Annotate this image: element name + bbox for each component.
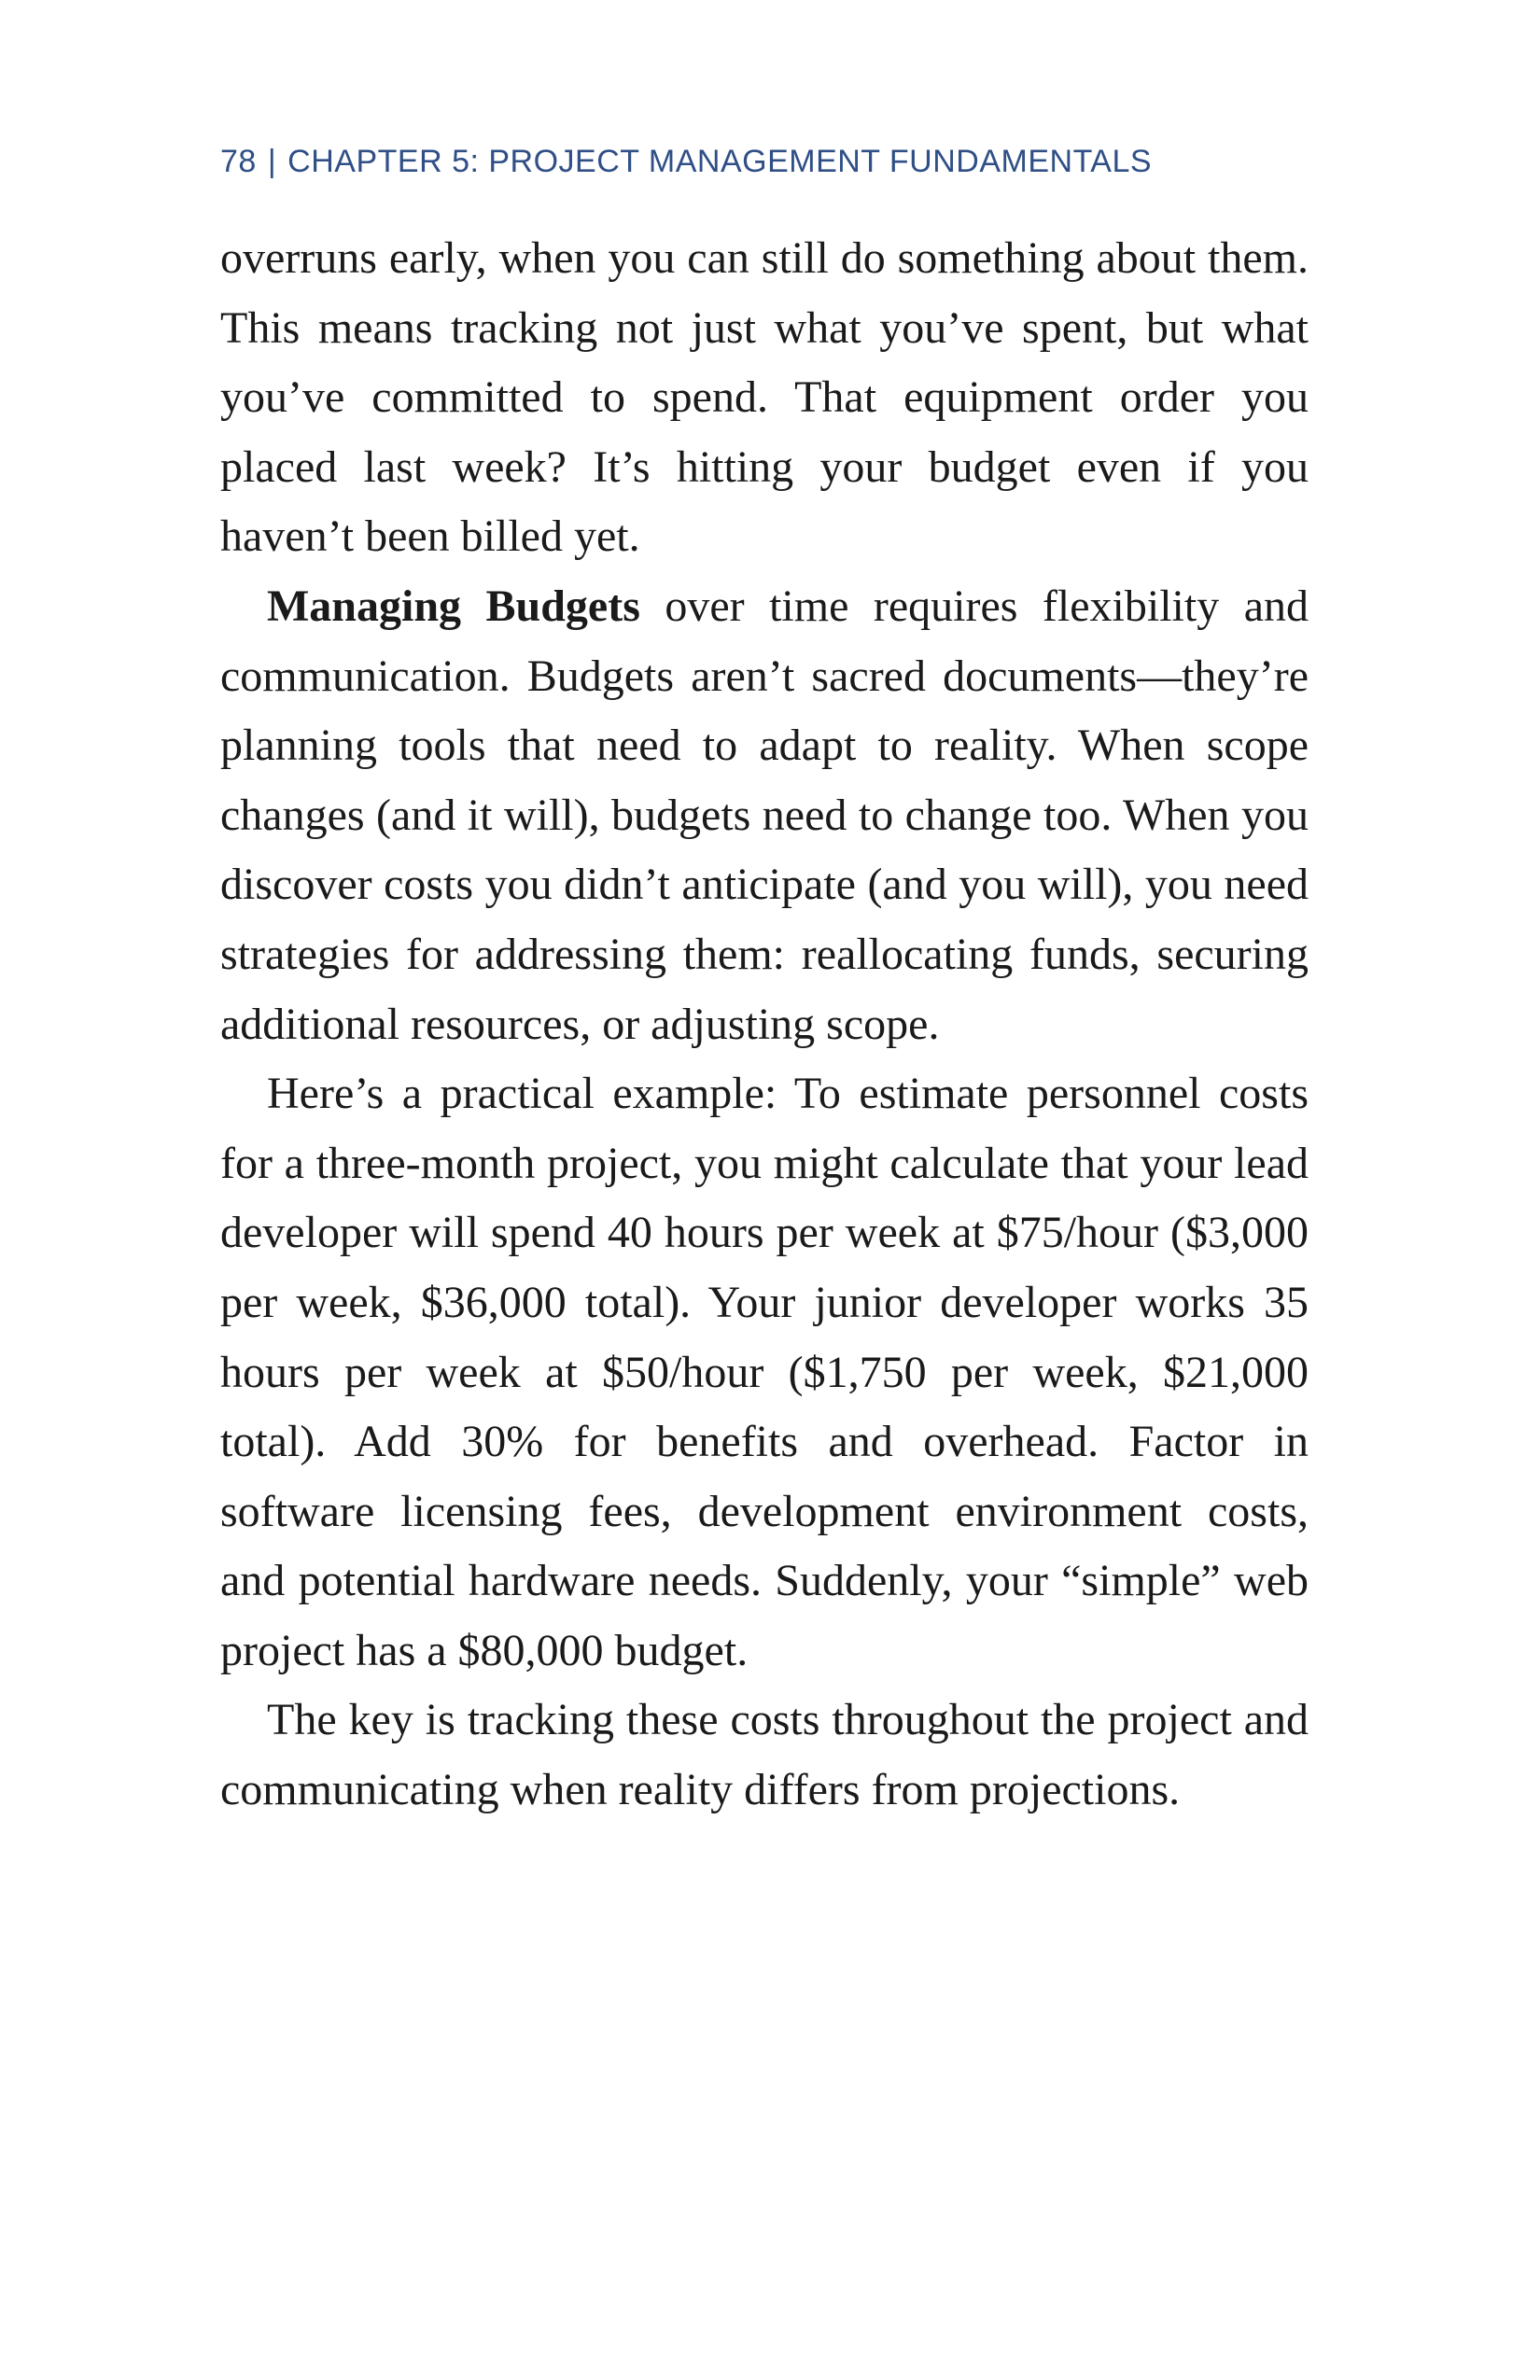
paragraph-continuation: [220, 224, 1309, 572]
running-head-separator: |: [267, 144, 277, 179]
running-head: [220, 144, 1152, 180]
chapter-title: CHAPTER 5: PROJECT MANAGEMENT FUNDAMENTALS: [287, 144, 1153, 179]
body-text: [220, 224, 1309, 1826]
paragraph-bold-lead: Managing Budgets: [267, 581, 640, 631]
paragraph-key-tracking: [220, 1686, 1309, 1825]
paragraph-managing-budgets: [220, 572, 1309, 1059]
paragraph-text: overruns early, when you can still do something about them. This means tracking not just what you’ve spent, but what you’ve committed to spend. That equipment order you placed last week? It’s hitting your budget even if you haven’t been billed yet.: [220, 233, 1309, 562]
paragraph-text: The key is tracking these costs throughout the project and communicating when reality differs from projections.: [220, 1695, 1309, 1815]
paragraph-practical-example: [220, 1059, 1309, 1686]
page-number: 78: [220, 144, 257, 179]
paragraph-text: Here’s a practical example: To estimate personnel costs for a three-month project, you might calculate that your lead developer will spend 40 hours per week at $75/hour ($3,000 per week, $36,000 total). Your junior developer works 35 hours per week at $50/hour ($1,750 per week, $21,000 total). Add 30% for benefits and overhead. Factor in software licensing fees, development environment costs, and potential hardware needs. Suddenly, your “simple” web project has a $80,000 budget.: [220, 1069, 1309, 1675]
paragraph-text: over time requires flexibility and communication. Budgets aren’t sacred documents—they’re planning tools that need to adapt to reality. When scope changes (and it will), budgets need to change too. When you discover costs you didn’t anticipate (and you will), you need strategies for addressing them: reallocating funds, securing additional resources, or adjusting scope.: [220, 581, 1309, 1049]
